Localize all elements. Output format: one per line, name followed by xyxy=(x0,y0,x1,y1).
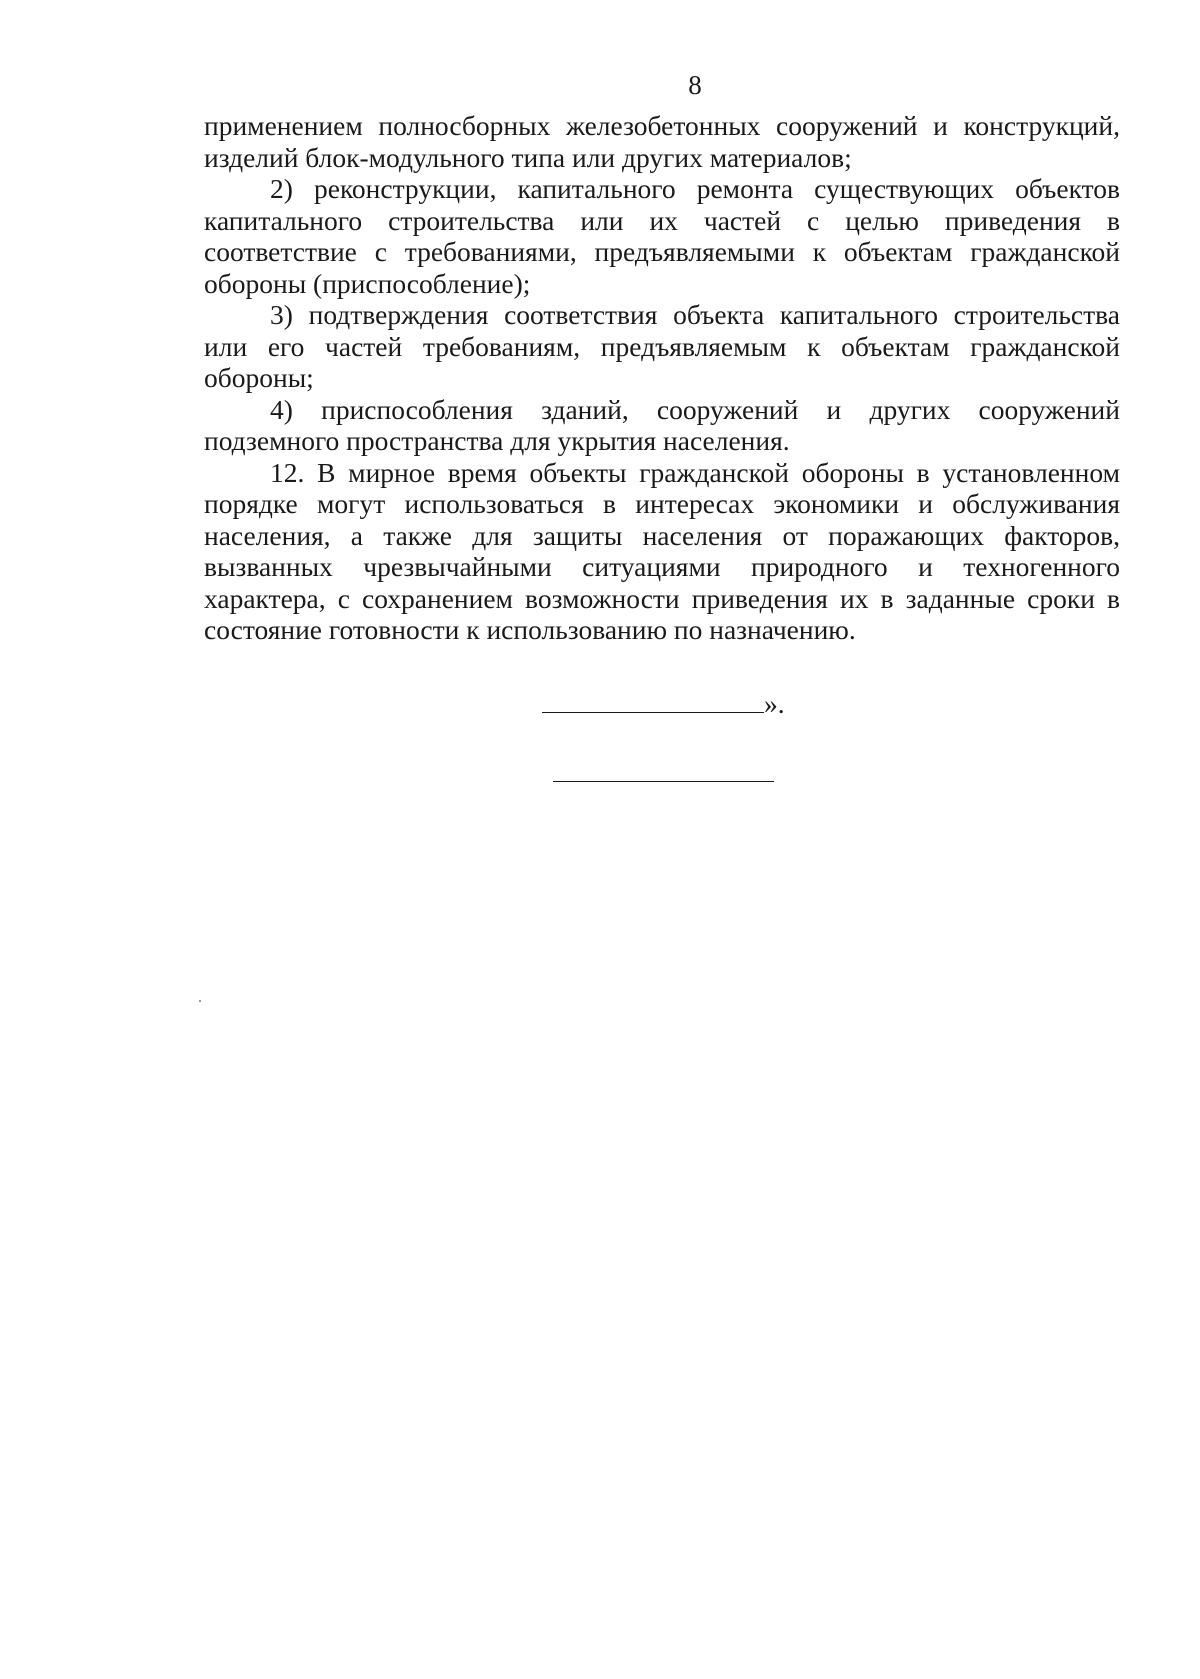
paragraph-item-4: 4) приспособления зданий, сооружений и других сооружений подземного пространства для укрытия населения. xyxy=(204,393,1120,456)
end-of-document-rule xyxy=(553,781,774,782)
paragraph-clause-12: 12. В мирное время объекты гражданской обороны в установленном порядке могут использоваться в интересах экономики и обслуживания населения, а также для защиты населения от поражающих факторов, вызванных чрезвычайными ситуациями природного и техногенного характера, с сохранением возможности приведения их в заданные сроки в состояние готовности к использованию по назначению. xyxy=(204,456,1120,645)
paragraph-item-3: 3) подтверждения соответствия объекта капитального строительства или его частей требованиям, предъявляемым к объектам гражданской обороны; xyxy=(204,299,1120,393)
closing-line xyxy=(542,688,785,720)
paragraph-continuation: применением полносборных железобетонных сооружений и конструкций, изделий блок-модульного типа или других материалов; xyxy=(204,110,1120,173)
closing-underline xyxy=(542,691,764,713)
paragraph-item-2: 2) реконструкции, капитального ремонта существующих объектов капитального строительства или их частей с целью приведения в соответствие с требованиями, предъявляемыми к объектам гражданской обороны (приспособление); xyxy=(204,173,1120,299)
page-number: 8 xyxy=(688,70,702,100)
body-text xyxy=(204,110,1120,646)
closing-quote-mark: ». xyxy=(764,688,785,719)
scan-speck xyxy=(199,1000,201,1002)
